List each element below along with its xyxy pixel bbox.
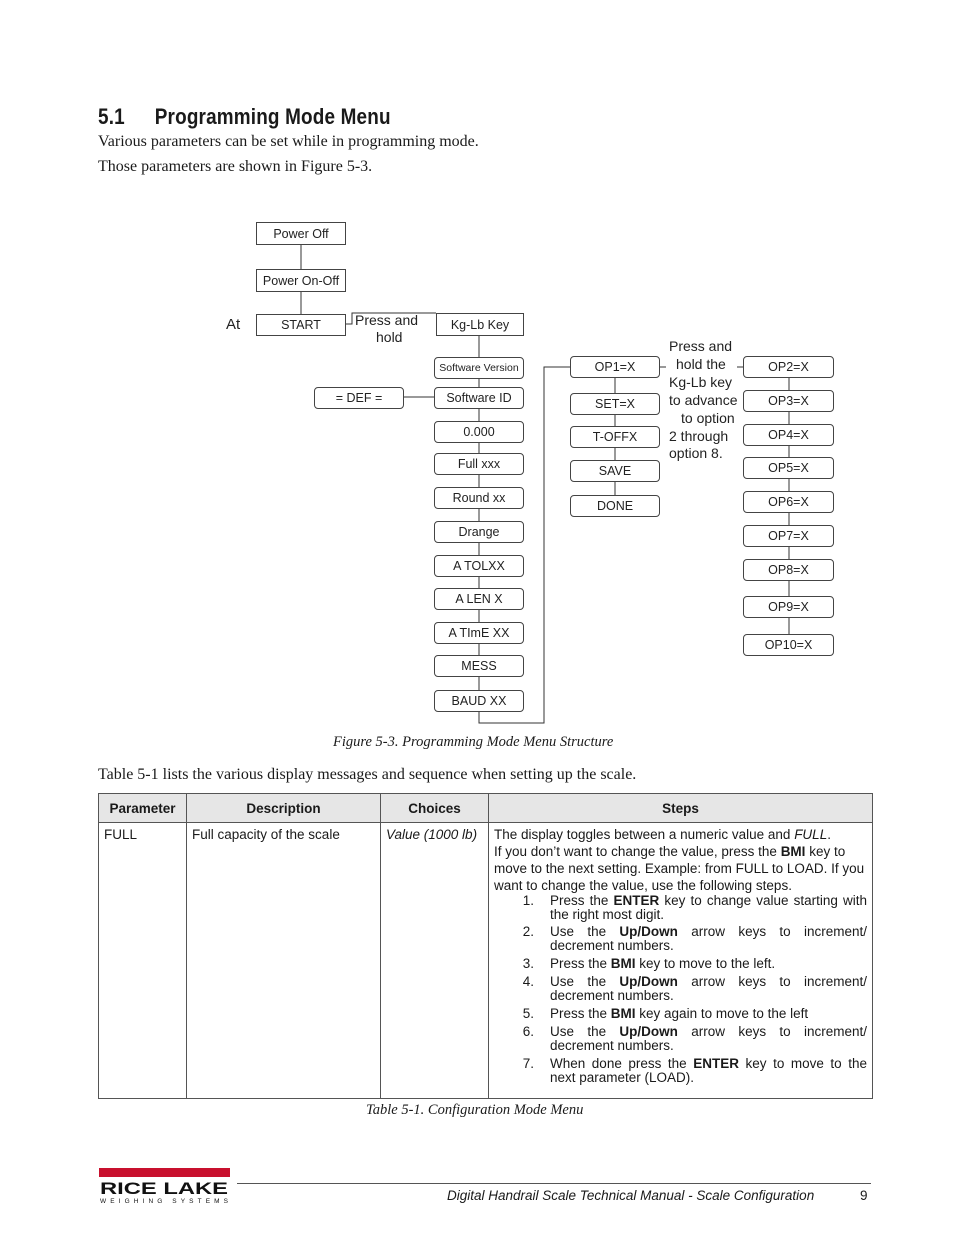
- table-intro-text: Table 5-1 lists the various display messages and sequence when setting up the scale.: [98, 766, 637, 783]
- step-item: 3. Press the BMI key to move to the left.: [522, 956, 776, 971]
- advance-label-line6: 2 through: [669, 428, 729, 444]
- advance-label-line5: to option: [681, 410, 735, 426]
- section-heading: [98, 104, 391, 130]
- step-item: 7. When done press the ENTER key to move to the next parameter (LOAD).: [522, 1056, 867, 1085]
- box-op8: OP8=X: [743, 559, 834, 581]
- cell-description: Full capacity of the scale: [187, 823, 381, 1099]
- advance-label-line1: Press and: [669, 338, 733, 354]
- logo-main-text: RICE LAKE: [100, 1179, 228, 1198]
- box-op7: OP7=X: [743, 525, 834, 547]
- step-item: 6. Use the Up/Down arrow keys to increment/ decrement numbers.: [522, 1024, 867, 1053]
- box-done: DONE: [570, 495, 660, 517]
- steps-list: [494, 894, 867, 1085]
- advance-label-line2: hold the: [676, 356, 726, 372]
- table-row: [99, 823, 873, 1099]
- advance-label-line3: Kg-Lb key: [669, 374, 733, 390]
- box-software-version: Software Version: [434, 357, 524, 379]
- box-t-off: T-OFFX: [570, 426, 660, 448]
- box-op1: OP1=X: [570, 356, 660, 378]
- press-hold-label-line2: hold: [376, 329, 403, 345]
- cell-steps: [489, 823, 873, 1099]
- header-steps: Steps: [489, 794, 873, 823]
- box-op4: OP4=X: [743, 424, 834, 446]
- configuration-table: [98, 793, 873, 1099]
- step-item: 4. Use the Up/Down arrow keys to increment/ decrement numbers.: [522, 974, 867, 1003]
- cell-choices: Value (1000 lb): [381, 823, 489, 1099]
- box-zero-value: 0.000: [434, 421, 524, 443]
- step-item: 5. Press the BMI key again to move to the left: [522, 1006, 809, 1021]
- table-header-row: [99, 794, 873, 823]
- header-choices: Choices: [381, 794, 489, 823]
- box-software-id: Software ID: [434, 387, 524, 409]
- advance-label-line4: to advance: [669, 392, 738, 408]
- intro-paragraph-2: Those parameters are shown in Figure 5-3.: [98, 158, 373, 175]
- box-op2: OP2=X: [743, 356, 834, 378]
- footer-title: Digital Handrail Scale Technical Manual - Scale Configuration: [447, 1188, 815, 1203]
- at-label: At: [226, 316, 241, 333]
- box-op5: OP5=X: [743, 457, 834, 479]
- box-a-len: A LEN X: [434, 588, 524, 610]
- box-power-off: Power Off: [256, 222, 346, 245]
- step-item: 1. Press the ENTER key to change value starting with the right most digit.: [522, 893, 867, 922]
- box-start: START: [256, 314, 346, 336]
- box-op9: OP9=X: [743, 596, 834, 618]
- box-drange: Drange: [434, 521, 524, 543]
- box-power-on-off: Power On-Off: [256, 269, 346, 292]
- box-a-time: A TImE XX: [434, 622, 524, 644]
- box-a-tol: A TOLXX: [434, 555, 524, 577]
- section-title: Programming Mode Menu: [154, 104, 391, 129]
- box-op10: OP10=X: [743, 634, 834, 656]
- logo-sub-text: WEIGHING SYSTEMS: [100, 1198, 228, 1204]
- logo-red-bar: [99, 1168, 230, 1177]
- page-number: 9: [860, 1188, 868, 1203]
- header-description: Description: [187, 794, 381, 823]
- box-mess: MESS: [434, 655, 524, 677]
- intro-paragraph-1: Various parameters can be set while in programming mode.: [98, 133, 479, 150]
- figure-caption: Figure 5-3. Programming Mode Menu Structure: [333, 734, 614, 750]
- section-number: 5.1: [98, 104, 125, 129]
- box-op6: OP6=X: [743, 491, 834, 513]
- footer-divider: [237, 1183, 871, 1184]
- box-save: SAVE: [570, 460, 660, 482]
- box-full: Full xxx: [434, 453, 524, 475]
- box-def: = DEF =: [314, 387, 404, 409]
- step-item: 2. Use the Up/Down arrow keys to increment/ decrement numbers.: [522, 924, 867, 953]
- box-baud: BAUD XX: [434, 690, 524, 712]
- table-caption: Table 5-1. Configuration Mode Menu: [366, 1102, 584, 1118]
- box-op3: OP3=X: [743, 390, 834, 412]
- rice-lake-logo: [99, 1168, 233, 1204]
- box-set: SET=X: [570, 393, 660, 415]
- cell-parameter: FULL: [99, 823, 187, 1099]
- box-kg-lb-key: Kg-Lb Key: [436, 313, 524, 336]
- box-round: Round xx: [434, 487, 524, 509]
- press-hold-label-line1: Press and: [355, 312, 419, 328]
- steps-intro-2: If you don’t want to change the value, press the BMI key to move to the next setting. Example: from FULL to LOAD. If you want to change the value, use the following steps.: [494, 844, 865, 893]
- header-parameter: Parameter: [99, 794, 187, 823]
- steps-intro-1: The display toggles between a numeric value and FULL.: [494, 827, 831, 842]
- advance-label-line7: option 8.: [669, 445, 723, 461]
